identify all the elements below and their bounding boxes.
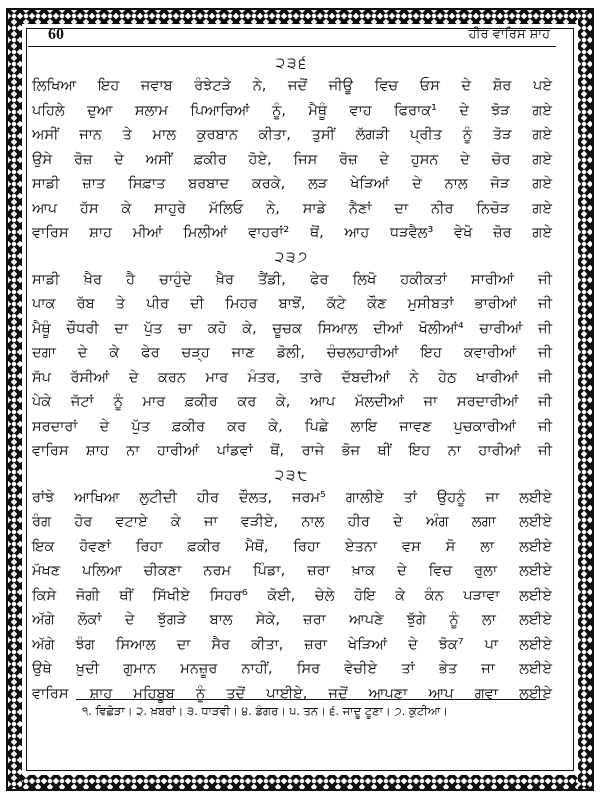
- border-pattern-left: [8, 10, 22, 789]
- verse-line: ਸੱਪ ਰੱਸੀਆਂ ਦੇ ਕਰਨ ਮਾਰ ਮੰਤਰ, ਤਾਰੇ ਦੱਬਦੀਆਂ ਨੇ ਹੇਠ ਖਾਰੀਆਂ ਜੀ: [32, 369, 552, 386]
- stanza: [32, 52, 552, 246]
- verse-line: ਕਿਸੇ ਜੋਗੀ ਥੀਂ ਸਿੱਖੀਏ ਸਿਹਰ⁶ ਕੋਈ, ਚੇਲੇ ਹੋਇ ਕੇ ਕੰਨ ਪੜਾਵਾ ਲਈਏ: [32, 587, 552, 604]
- verse-line: ਸਾਡੀ ਖ਼ੈਰ ਹੈ ਚਾਹੁੰਦੇ ਖ਼ੈਰ ਤੈਂਡੀ, ਫੇਰ ਲਿਖੋ ਹਕੀਕਤਾਂ ਸਾਰੀਆਂ ਜੀ: [32, 271, 552, 288]
- verse-line: ਮੈਥੂੰ ਚੌਧਰੀ ਦਾ ਪੁੱਤ ਚਾ ਕਹੋ ਕੇ, ਚੂਚਕ ਸਿਆਲ ਦੀਆਂ ਖੋਲੀਆਂ⁴ ਚਾਰੀਆਂ ਜੀ: [32, 320, 552, 337]
- verse-line: ਇਕ ਹੋਵਣਾਂ ਰਿਹਾ ਫ਼ਕੀਰ ਮੈਥੋਂ, ਰਿਹਾ ਏਤਨਾ ਵਸ ਸੋ ਲਾ ਲਈਏ: [32, 538, 552, 555]
- footnotes: ੧. ਵਿਛੋੜਾ। ੨. ਖ਼ਬਰਾਂ। ੩. ਧਾੜਵੀ। ੪. ਡੰਗਰ। ੫. ਤਨ। ੬. ਜਾਦੂ ਟੂਣਾ। ੭. ਕੁਟੀਆ।: [82, 704, 448, 718]
- verse-line: ਪੇਕੇ ਜੱਟਾਂ ਨੂੰ ਮਾਰ ਫ਼ਕੀਰ ਕਰ ਕੇ, ਆਪ ਮੱਲਦੀਆਂ ਜਾ ਸਰਦਾਰੀਆਂ ਜੀ: [32, 394, 552, 410]
- border-pattern-bottom: [8, 775, 592, 789]
- verse-line: ਲਿਖਿਆ ਇਹ ਜਵਾਬ ਰੰਝੇਟੜੇ ਨੇ, ਜਦੋਂ ਜੀਊ ਵਿਚ ਓਸ ਦੇ ਸ਼ੋਰ ਪਏ: [32, 78, 552, 94]
- running-head: ਹੀਰ ਵਾਰਿਸ ਸ਼ਾਹ: [468, 27, 550, 42]
- stanza: [32, 246, 552, 464]
- footnote-divider: [76, 699, 546, 700]
- verse-line: ਉਸੇ ਰੋਜ਼ ਦੇ ਅਸੀਂ ਫ਼ਕੀਰ ਹੋਏ, ਜਿਸ ਰੋਜ਼ ਦੇ ਹੁਸਨ ਦੇ ਚੋਰ ਗਏ: [32, 151, 552, 168]
- border-pattern-top: [8, 10, 592, 24]
- verse-line: ਸਾਡੀ ਜ਼ਾਤ ਸਿਫ਼ਾਤ ਬਰਬਾਦ ਕਰਕੇ, ਲੜ ਖੇੜਿਆਂ ਦੇ ਨਾਲ ਜੋੜ ਗਏ: [32, 176, 552, 192]
- verse-line: ਅੱਗੇ ਝੰਗ ਸਿਆਲ ਦਾ ਸੈਰ ਕੀਤਾ, ਜ਼ਰਾ ਖੇੜਿਆਂ ਦੇ ਝੋਕ⁷ ਪਾ ਲਈਏ: [32, 636, 552, 653]
- stanza-number: ੨੩੬: [275, 54, 309, 72]
- verse-line: ਅੱਗੇ ਲੋਕਾਂ ਦੇ ਝੁੱਗੜੇ ਬਾਲ ਸੇਕੇ, ਜ਼ਰਾ ਆਪਣੇ ਝੁੱਗੇ ਨੂੰ ਲਾ ਲਈਏ: [32, 612, 552, 628]
- verse-line: ਵਾਰਿਸ ਸ਼ਾਹ ਨਾ ਹਾਰੀਆਂ ਪਾਂਡਵਾਂ ਥੋਂ, ਰਾਜੇ ਭੋਜ ਥੀਂ ਇਹ ਨਾ ਹਾਰੀਆਂ ਜੀ: [32, 443, 552, 459]
- stanza-number: ੨੩੭: [274, 247, 310, 266]
- stanza-number: ੨੩੮: [274, 465, 310, 484]
- poem-text: [32, 52, 552, 706]
- verse-line: ਉਥੇ ਖ਼ੁਦੀ ਗੁਮਾਨ ਮਨਜ਼ੂਰ ਨਾਹੀਂ, ਸਿਰ ਵੇਚੀਏ ਤਾਂ ਭੇਤ ਜਾ ਲਈਏ: [32, 661, 552, 677]
- page-number: 60: [48, 26, 64, 43]
- verse-line: ਰਾਂਝੇ ਆਖਿਆ ਲੁਟੀਦੀ ਹੀਰ ਦੌਲਤ, ਜਰਮ⁵ ਗਾਲੀਏ ਤਾਂ ਉਹਨੂੰ ਜਾ ਲਈਏ: [32, 489, 552, 506]
- verse-line: ਵਾਰਿਸ ਸ਼ਾਹ ਮਹਿਬੂਬ ਨੂੰ ਤਦੋਂ ਪਾਈਏ, ਜਦੋਂ ਆਪਣਾ ਆਪ ਗਵਾ ਲਈਏ: [32, 685, 552, 702]
- verse-line: ਸਰਦਾਰਾਂ ਦੇ ਪੁੱਤ ਫ਼ਕੀਰ ਕਰ ਕੇ, ਪਿਛੇ ਲਾਇ ਜਾਵਣ ਪੁਚਕਾਰੀਆਂ ਜੀ: [32, 418, 552, 435]
- verse-line: ਰੰਗ ਹੋਰ ਵਟਾਏ ਕੇ ਜਾ ਵੜੀਏ, ਨਾਲ ਹੀਰ ਦੇ ਅੰਗ ਲਗਾ ਲਈਏ: [32, 514, 552, 530]
- page-header: [28, 26, 556, 47]
- verse-line: ਪਾਕ ਰੱਬ ਤੇ ਪੀਰ ਦੀ ਮਿਹਰ ਬਾਝੋਂ, ਕੱਟੇ ਕੌਣ ਮੁਸੀਬਤਾਂ ਭਾਰੀਆਂ ਜੀ: [32, 296, 552, 312]
- verse-line: ਅਸੀਂ ਜਾਨ ਤੇ ਮਾਲ ਕੁਰਬਾਨ ਕੀਤਾ, ਤੁਸੀਂ ਲੱਗੜੀ ਪ੍ਰੀਤ ਨੂੰ ਤੋੜ ਗਏ: [32, 127, 552, 143]
- verse-line: ਪਹਿਲੇ ਦੁਆ ਸਲਾਮ ਪਿਆਰਿਆਂ ਨੂੰ, ਮੈਥੂੰ ਵਾਹ ਫਿਰਾਕ¹ ਦੇ ਝੋੜ ਗਏ: [32, 102, 552, 119]
- verse-line: ਮੱਖਣ ਪਲਿਆ ਚੀਕਣਾ ਨਰਮ ਪਿੰਡਾ, ਜ਼ਰਾ ਖ਼ਾਕ ਦੇ ਵਿਚ ਰੁਲਾ ਲਈਏ: [32, 563, 552, 579]
- verse-line: ਆਪ ਹੱਸ ਕੇ ਸਾਹੁਰੇ ਮੱਲਿਓ ਨੇ, ਸਾਡੇ ਨੈਣਾਂ ਦਾ ਨੀਰ ਨਿਚੋੜ ਗਏ: [32, 200, 552, 217]
- verse-line: ਵਾਰਿਸ ਸ਼ਾਹ ਮੀਆਂ ਮਿਲੀਆਂ ਵਾਹਰਾਂ² ਥੋਂ, ਆਹ ਧੜਵੈਲ³ ਵੇਖੋ ਜ਼ੋਰ ਗਏ: [32, 225, 552, 241]
- border-pattern-right: [578, 10, 592, 789]
- stanza: [32, 464, 552, 707]
- verse-line: ਦਗਾ ਦੇ ਕੇ ਫੇਰ ਚੜ੍ਹ ਜਾਣ ਡੋਲੀ, ਚੰਚਲਹਾਰੀਆਂ ਇਹ ਕਵਾਰੀਆਂ ਜੀ: [32, 345, 552, 361]
